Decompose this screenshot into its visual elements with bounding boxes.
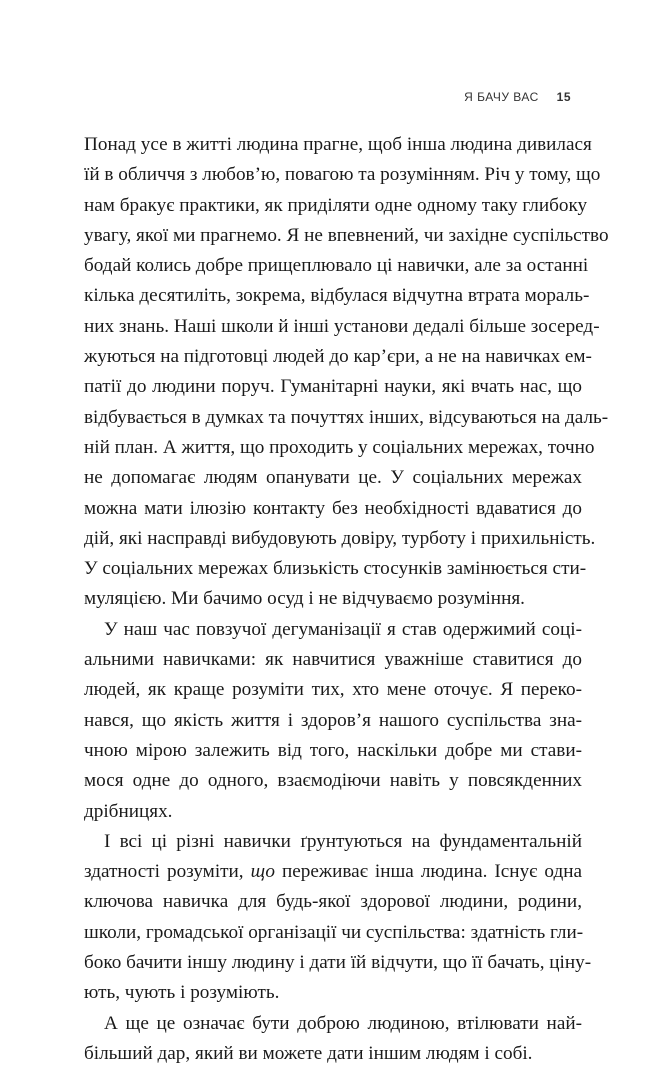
paragraph-3	[84, 827, 592, 1009]
emphasis-word: що	[250, 861, 275, 883]
text-line: них знань. Наші школи й інші установи дедалі більше зосеред-	[84, 315, 600, 337]
text-line: муляцією. Ми бачимо осуд і не відчуваємо розуміння.	[84, 588, 525, 610]
text-line: відбувається в думках та почуттях інших, відсуваються на даль-	[84, 406, 609, 428]
body-text	[84, 130, 609, 1069]
text-line: І всі ці різні навички ґрунтуються на фундаментальній	[104, 830, 582, 852]
text-line: можна мати ілюзію контакту без необхідності вдаватися до	[84, 497, 582, 519]
running-header	[464, 90, 571, 104]
text-line: боко бачити іншу людину і дати їй відчути, що її бачать, ціну-	[84, 952, 592, 974]
text-line: кілька десятиліть, зокрема, відбулася відчутна втрата мораль-	[84, 285, 590, 307]
text-line: У наш час повзучої дегуманізації я став одержимий соці-	[104, 618, 582, 640]
text-line: альними навичками: як навчитися уважніше ставитися до	[84, 649, 582, 671]
text-line: людей, як краще розуміти тих, хто мене оточує. Я переко-	[84, 679, 582, 701]
text-line: школи, громадської організації чи суспільства: здатність гли-	[84, 921, 584, 943]
text-line: У соціальних мережах близькість стосунків замінюється сти-	[84, 558, 587, 580]
text-line: мося одне до одного, взаємодіючи навіть у повсякденних	[84, 770, 582, 792]
text-line: патії до людини поруч. Гуманітарні науки, які вчать нас, що	[84, 376, 582, 398]
text-line: Понад усе в житті людина прагне, щоб інша людина дивилася	[84, 134, 592, 155]
paragraph-1	[84, 130, 609, 615]
paragraph-2	[84, 615, 582, 827]
text-line: дрібницях.	[84, 800, 173, 822]
text-line: ній план. А життя, що проходить у соціальних мережах, точно	[84, 436, 595, 458]
text-line: їй в обличчя з любов’ю, повагою та розумінням. Річ у тому, що	[84, 164, 601, 186]
text-line: чною мірою залежить від того, наскільки добре ми стави-	[84, 739, 582, 761]
text-line: дій, які насправді вибудовують довіру, турботу і прихильність.	[84, 527, 596, 549]
text-line: здатності розуміти, що переживає інша людина. Існує одна	[84, 861, 582, 883]
text-line: нався, що якість життя і здоров’я нашого суспільства зна-	[84, 709, 582, 731]
text-line: жуються на підготовці людей до кар’єри, а не на навичках ем-	[84, 346, 592, 368]
text-line: А ще це означає бути доброю людиною, втілювати най-	[104, 1012, 582, 1034]
text-line: ключова навичка для будь-якої здорової людини, родини,	[84, 891, 582, 913]
text-line: нам бракує практики, як приділяти одне одному таку глибоку	[84, 194, 588, 216]
paragraph-4	[84, 1009, 582, 1069]
page-number: 15	[556, 90, 571, 104]
text-line: бодай колись добре прищеплювало ці навички, але за останні	[84, 255, 589, 277]
text-line: більший дар, який ви можете дати іншим людям і собі.	[84, 1042, 533, 1064]
text-line: ють, чують і розуміють.	[84, 982, 280, 1004]
running-title: Я БАЧУ ВАС	[464, 90, 539, 104]
text-line: не допомагає людям опанувати це. У соціальних мережах	[84, 467, 582, 489]
text-line: увагу, якої ми прагнемо. Я не впевнений, чи західне суспільство	[84, 224, 609, 246]
